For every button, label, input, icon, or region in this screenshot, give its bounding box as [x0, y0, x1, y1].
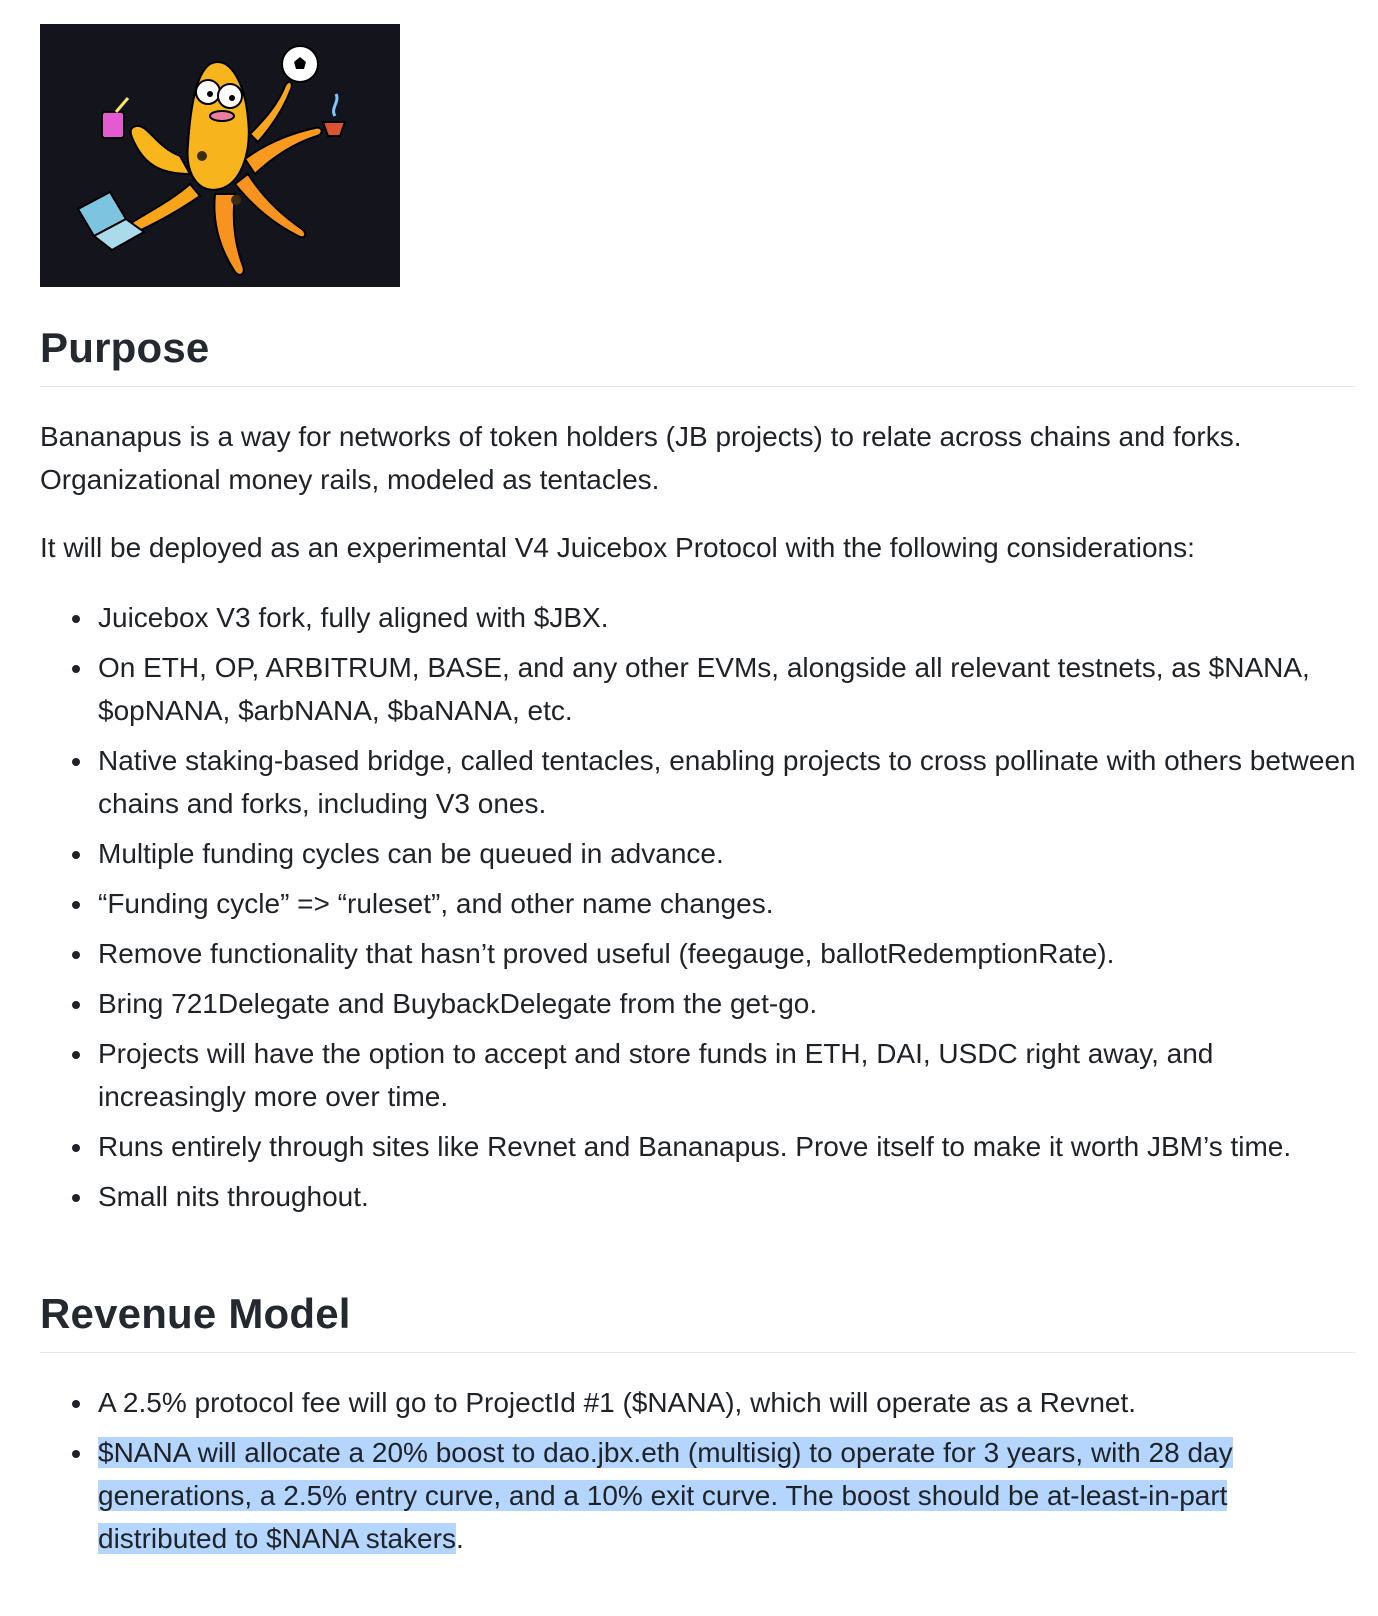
purpose-paragraph-2: It will be deployed as an experimental V4 Juicebox Protocol with the following considerations:	[40, 532, 1195, 563]
list-item: A 2.5% protocol fee will go to ProjectId #1 ($NANA), which will operate as a Revnet.	[40, 1381, 1356, 1424]
list-item: Small nits throughout.	[40, 1175, 1356, 1218]
revenue-model-divider	[40, 1352, 1356, 1353]
list-item: Projects will have the option to accept and store funds in ETH, DAI, USDC right away, and increasingly more over time.	[40, 1032, 1356, 1118]
list-item: “Funding cycle” => “ruleset”, and other name changes.	[40, 882, 1356, 925]
list-item-highlighted	[40, 1431, 1356, 1560]
list-item-tail: .	[455, 1523, 464, 1554]
purpose-paragraph-1: Bananapus is a way for networks of token holders (JB projects) to relate across chains and forks. Organizational money rails, modeled as tentacles.	[40, 421, 1242, 495]
list-item: Multiple funding cycles can be queued in advance.	[40, 832, 1356, 875]
considerations-list	[40, 596, 1356, 1225]
revenue-model-heading: Revenue Model	[40, 1290, 351, 1337]
list-item: Bring 721Delegate and BuybackDelegate from the get-go.	[40, 982, 1356, 1025]
list-item: On ETH, OP, ARBITRUM, BASE, and any other EVMs, alongside all relevant testnets, as $NANA, $opNANA, $arbNANA, $baNANA, etc.	[40, 646, 1356, 732]
list-item: Native staking-based bridge, called tentacles, enabling projects to cross pollinate with others between chains and forks, including V3 ones.	[40, 739, 1356, 825]
revenue-model-list	[40, 1381, 1356, 1567]
text-selection-highlight: $NANA will allocate a 20% boost to dao.jbx.eth (multisig) to operate for 3 years, with 28 day generations, a 2.5% entry curve, and a 10% exit curve. The boost should be at-least-in-part distributed to $NANA stakers	[98, 1437, 1233, 1554]
list-item: Runs entirely through sites like Revnet and Bananapus. Prove itself to make it worth JBM’s time.	[40, 1125, 1356, 1168]
hero-image	[40, 24, 400, 287]
list-item: Juicebox V3 fork, fully aligned with $JBX.	[40, 596, 1356, 639]
list-item: Remove functionality that hasn’t proved useful (feegauge, ballotRedemptionRate).	[40, 932, 1356, 975]
octopus-mascot-icon	[40, 24, 400, 287]
purpose-divider	[40, 386, 1356, 387]
purpose-heading: Purpose	[40, 324, 210, 371]
